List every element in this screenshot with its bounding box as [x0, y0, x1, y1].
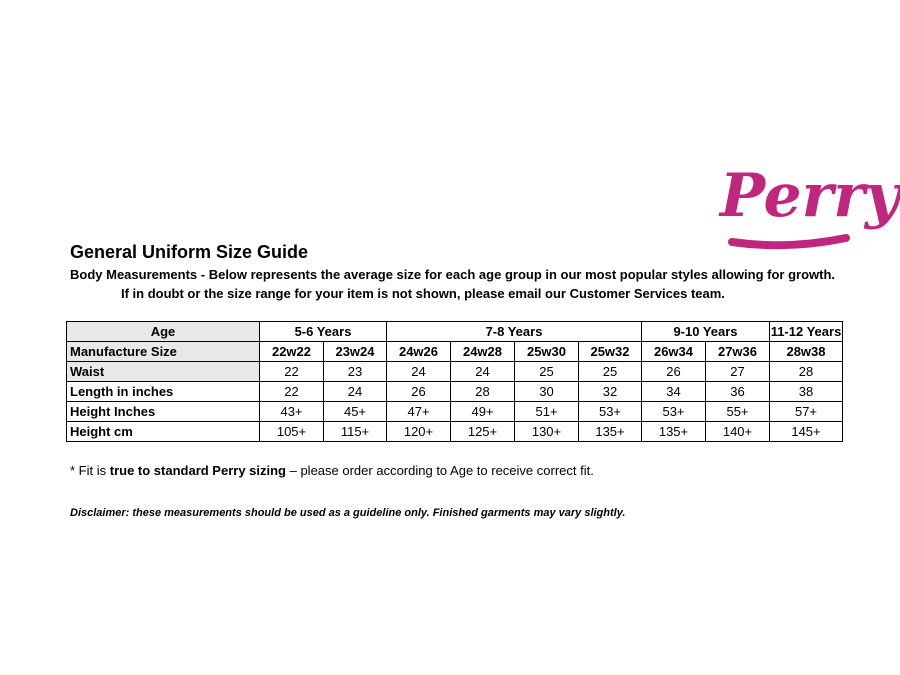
age-group-cell: 7-8 Years — [387, 322, 642, 342]
table-cell: 22w22 — [260, 342, 324, 362]
table-cell: 24 — [324, 382, 387, 402]
disclaimer: Disclaimer: these measurements should be used as a guideline only. Finished garments may vary slightly. — [70, 507, 626, 519]
row-label: Length in inches — [67, 382, 260, 402]
table-cell: 24 — [451, 362, 515, 382]
table-cell: 30 — [515, 382, 579, 402]
row-label: Waist — [67, 362, 260, 382]
logo-wordmark: Perry — [720, 161, 900, 231]
table-row — [67, 362, 843, 382]
table-cell: 38 — [770, 382, 843, 402]
table-cell: 32 — [579, 382, 642, 402]
row-label: Height cm — [67, 422, 260, 442]
table-cell: 28 — [451, 382, 515, 402]
table-cell: 26w34 — [642, 342, 706, 362]
row-label: Height Inches — [67, 402, 260, 422]
table-row — [67, 402, 843, 422]
table-cell: 53+ — [579, 402, 642, 422]
table-row — [67, 342, 843, 362]
table-cell: 24 — [387, 362, 451, 382]
intro-line-1: Body Measurements - Below represents the average size for each age group in our most popular styles allowing for growth. — [70, 267, 836, 282]
intro-line-2: If in doubt or the size range for your item is not shown, please email our Customer Services team. — [121, 286, 725, 301]
table-row-age — [67, 322, 843, 342]
fit-note-emphasis: true to standard Perry sizing — [109, 463, 286, 478]
table-cell: 135+ — [642, 422, 706, 442]
table-cell: 34 — [642, 382, 706, 402]
table-cell: 25 — [579, 362, 642, 382]
table-cell: 27 — [706, 362, 770, 382]
table-cell: 28w38 — [770, 342, 843, 362]
table-cell: 49+ — [451, 402, 515, 422]
table-row — [67, 382, 843, 402]
table-cell: 120+ — [387, 422, 451, 442]
age-group-cell: 5-6 Years — [260, 322, 387, 342]
table-cell: 25w30 — [515, 342, 579, 362]
row-label: Manufacture Size — [67, 342, 260, 362]
table-cell: 145+ — [770, 422, 843, 442]
table-cell: 53+ — [642, 402, 706, 422]
table-cell: 140+ — [706, 422, 770, 442]
table-cell: 23w24 — [324, 342, 387, 362]
table-cell: 43+ — [260, 402, 324, 422]
table-cell: 28 — [770, 362, 843, 382]
page-title: General Uniform Size Guide — [70, 242, 309, 262]
table-cell: 135+ — [579, 422, 642, 442]
table-cell: 45+ — [324, 402, 387, 422]
table-cell: 125+ — [451, 422, 515, 442]
fit-note-prefix: * Fit is — [70, 463, 110, 478]
table-cell: 47+ — [387, 402, 451, 422]
table-cell: 26 — [642, 362, 706, 382]
age-header: Age — [67, 322, 260, 342]
table-cell: 24w26 — [387, 342, 451, 362]
table-cell: 24w28 — [451, 342, 515, 362]
table-cell: 105+ — [260, 422, 324, 442]
table-cell: 130+ — [515, 422, 579, 442]
table-cell: 36 — [706, 382, 770, 402]
perry-logo — [718, 158, 900, 254]
table-cell: 55+ — [706, 402, 770, 422]
size-guide-table — [66, 321, 843, 442]
fit-note-suffix: – please order according to Age to receive correct fit. — [286, 463, 594, 478]
table-cell: 51+ — [515, 402, 579, 422]
table-cell: 115+ — [324, 422, 387, 442]
table-cell: 22 — [260, 362, 324, 382]
fit-note — [70, 463, 594, 478]
age-group-cell: 11-12 Years — [770, 322, 843, 342]
table-row — [67, 422, 843, 442]
table-cell: 27w36 — [706, 342, 770, 362]
table-cell: 57+ — [770, 402, 843, 422]
table-cell: 25w32 — [579, 342, 642, 362]
age-group-cell: 9-10 Years — [642, 322, 770, 342]
table-cell: 23 — [324, 362, 387, 382]
table-cell: 22 — [260, 382, 324, 402]
table-cell: 26 — [387, 382, 451, 402]
table-cell: 25 — [515, 362, 579, 382]
